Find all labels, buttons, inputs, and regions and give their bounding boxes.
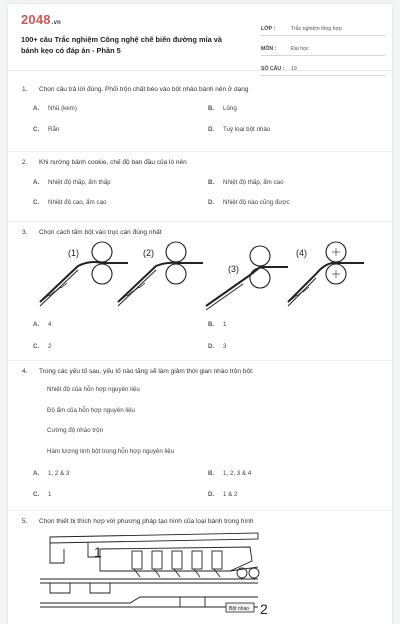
option-d[interactable] — [208, 199, 290, 206]
option-text: 1, 2, 3 & 4 — [223, 470, 252, 477]
option-text: 4 — [48, 321, 52, 328]
option-c[interactable] — [33, 199, 106, 206]
question-number: 5. — [22, 518, 28, 525]
option-letter: B. — [208, 179, 215, 186]
question-text: Chọn cách tấm bột vào trục cán đúng nhất — [39, 229, 162, 236]
figure-caption: Bột nhào — [229, 606, 250, 612]
meta-row-class — [261, 19, 385, 36]
option-letter: A. — [33, 321, 40, 328]
roller-figure-3 — [206, 246, 288, 310]
roller-figure-2 — [118, 242, 203, 306]
meta-value: Trắc nghiệm tổng hợp — [291, 26, 342, 32]
question-header — [22, 228, 382, 237]
option-letter: D. — [208, 199, 215, 206]
roller-diagram — [38, 240, 368, 310]
option-a[interactable] — [33, 321, 51, 328]
question-header — [22, 367, 382, 376]
option-letter: B. — [208, 470, 215, 477]
meta-value: Đại học — [291, 46, 309, 52]
meta-row-subject — [261, 39, 385, 56]
question-4 — [22, 367, 382, 498]
divider — [8, 360, 392, 361]
option-text: Nhiệt độ nào cũng được — [223, 199, 290, 206]
option-letter: C. — [33, 199, 40, 206]
question-number: 2. — [22, 159, 28, 166]
option-b[interactable] — [208, 321, 226, 328]
meta-key: MÔN : — [261, 46, 277, 52]
option-text: Nhiệt độ thấp, ẩm cao — [223, 179, 284, 186]
option-text: Rắn — [48, 126, 60, 133]
question-header — [22, 517, 382, 526]
meta-key: LỚP : — [261, 26, 276, 32]
question-3 — [22, 228, 382, 350]
option-text: 2 — [48, 343, 52, 350]
factor-item: Độ ẩm của hỗn hợp nguyên liệu — [47, 407, 135, 414]
meta-key: SỐ CÂU : — [261, 66, 285, 72]
question-1 — [22, 85, 382, 133]
divider — [8, 510, 392, 511]
option-text: 1 — [48, 491, 52, 498]
option-b[interactable] — [208, 179, 284, 186]
factor-item: Hàm lượng tinh bột trong hỗn hợp nguyên liệu — [47, 448, 175, 455]
option-text: Nhiệt độ cao, ẩm cao — [48, 199, 107, 206]
option-b[interactable] — [208, 470, 251, 477]
option-c[interactable] — [33, 126, 59, 133]
option-d[interactable] — [208, 491, 237, 498]
document-title: 100+ câu Trắc nghiệm Công nghệ chế biến đường mía và bánh kẹo có đáp án - Phần 5 — [21, 35, 222, 55]
factor-item: Cường độ nhào trộn — [47, 427, 104, 434]
roller-figure-1 — [40, 242, 128, 306]
document-page — [8, 4, 392, 624]
option-letter: A. — [33, 179, 40, 186]
question-number: 3. — [22, 229, 28, 236]
option-c[interactable] — [33, 491, 51, 498]
divider — [8, 221, 392, 222]
roller-figure-4 — [288, 242, 364, 306]
meta-value: 19 — [291, 66, 297, 72]
meta-row-count — [261, 59, 385, 76]
option-text: 1, 2 & 3 — [48, 470, 70, 477]
question-5 — [22, 517, 382, 617]
meta-info — [261, 19, 385, 79]
question-header — [22, 158, 382, 167]
option-letter: D. — [208, 491, 215, 498]
figure-label: (1) — [68, 248, 79, 258]
question-number: 1. — [22, 86, 28, 93]
site-logo[interactable] — [21, 12, 61, 27]
option-letter: D. — [208, 343, 215, 350]
option-d[interactable] — [208, 126, 270, 133]
option-letter: D. — [208, 126, 215, 133]
option-text: 3 — [223, 343, 227, 350]
question-text: Trong các yếu tố sau, yếu tố nào tăng sẽ làm giảm thời gian nhào trộn bột: — [39, 368, 254, 375]
option-letter: B. — [208, 105, 215, 112]
option-letter: A. — [33, 105, 40, 112]
figure-label: (4) — [296, 248, 307, 258]
option-text: 1 & 2 — [223, 491, 238, 498]
option-c[interactable] — [33, 343, 51, 350]
question-header — [22, 85, 382, 94]
option-a[interactable] — [33, 470, 69, 477]
option-d[interactable] — [208, 343, 226, 350]
option-letter: C. — [33, 343, 40, 350]
page-header — [8, 4, 392, 71]
molding-machine-diagram — [30, 527, 270, 617]
option-text: Tuỳ loại bột nhào — [223, 126, 271, 133]
option-text: 1 — [223, 321, 227, 328]
option-letter: B. — [208, 321, 215, 328]
question-text: Chọn thiết bị thích hợp với phương pháp tạo hình của loại bánh trong hình — [39, 518, 254, 525]
question-number: 4. — [22, 368, 28, 375]
option-text: Nhiệt độ thấp, ẩm thấp — [48, 179, 111, 186]
option-text: Nhũ (kem) — [48, 105, 77, 112]
option-a[interactable] — [33, 105, 77, 112]
option-text: Lỏng — [223, 105, 237, 112]
logo-tld: .vn — [51, 20, 62, 26]
option-a[interactable] — [33, 179, 111, 186]
logo-main: 2048 — [21, 12, 51, 27]
question-2 — [22, 158, 382, 206]
question-text: Chọn câu trả lời đúng. Phối trộn chất béo vào bột nhào bánh nên ở dạng — [39, 86, 249, 93]
figure-label: (3) — [228, 264, 239, 274]
option-letter: C. — [33, 126, 40, 133]
factor-item: Nhiệt độ của hỗn hợp nguyên liệu — [47, 386, 140, 393]
figure-label: 2 — [260, 601, 268, 617]
option-letter: A. — [33, 470, 40, 477]
option-letter: C. — [33, 491, 40, 498]
divider — [8, 151, 392, 152]
question-text: Khi nướng bánh cookie, chế độ ban đầu của lò nên — [39, 159, 187, 166]
figure-label: 1 — [94, 544, 102, 560]
option-b[interactable] — [208, 105, 237, 112]
figure-label: (2) — [143, 248, 154, 258]
